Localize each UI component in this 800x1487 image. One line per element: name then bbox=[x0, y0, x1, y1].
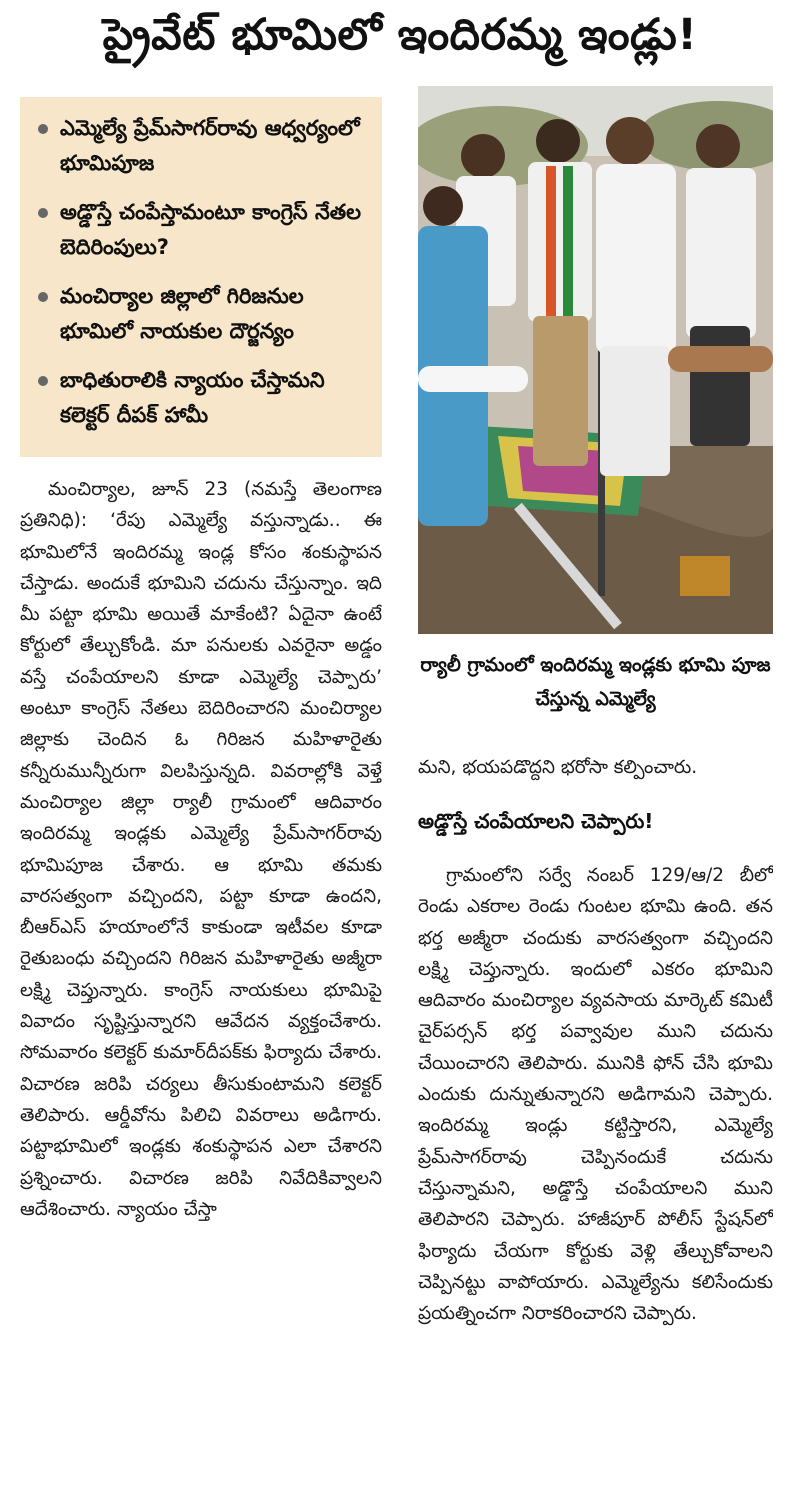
highlight-text: బాధితురాలికి న్యాయం చేస్తామని కలెక్టర్ దీపక్ హామీ bbox=[60, 368, 325, 427]
highlight-text: ఎమ్మెల్యే ప్రేమ్‌సాగర్‌రావు ఆధ్వర్యంలో భూమిపూజ bbox=[60, 116, 360, 175]
highlight-text: అడ్డొస్తే చంపేస్తామంటూ కాంగ్రెస్ నేతల బెదిరింపులు? bbox=[60, 200, 361, 259]
highlight-item bbox=[38, 363, 372, 433]
subheading: అడ్డొస్తే చంపేయాలని చెప్పారు! bbox=[418, 809, 654, 833]
bullet-icon bbox=[38, 376, 48, 386]
body-column-left bbox=[20, 474, 382, 1474]
body-column-right bbox=[418, 860, 773, 1460]
body-paragraph: మని, భయపడొద్దని భరోసా కల్పించారు. bbox=[418, 757, 698, 778]
highlight-item bbox=[38, 195, 372, 265]
photo-caption: ర్యాలీ గ్రామంలో ఇందిరమ్మ ఇండ్లకు భూమి పూజ చేస్తున్న ఎమ్మెల్యే bbox=[420, 654, 771, 710]
bullet-icon bbox=[38, 292, 48, 302]
highlights-box bbox=[20, 97, 382, 457]
headline: ప్రైవేట్ భూమిలో ఇందిరమ్మ ఇండ్లు! bbox=[102, 10, 698, 60]
bullet-icon bbox=[38, 208, 48, 218]
highlight-text: మంచిర్యాల జిల్లాలో గిరిజనుల భూమిలో నాయకుల దౌర్జన్యం bbox=[60, 284, 304, 343]
body-column-right-continuation bbox=[418, 752, 773, 792]
news-photo bbox=[418, 86, 773, 634]
body-paragraph: గ్రామంలోని సర్వే నంబర్ 129/ఆ/2 బీలో రెండు ఎకరాల రెండు గుంటల భూమి ఉంది. తన భర్త అజ్మీరా చందుకు వారసత్వంగా వచ్చిందని లక్ష్మి చెప్తున్నారు. ఇందులో ఎకరం భూమిని ఆదివారం మంచిర్యాల వ్యవసాయ మార్కెట్ కమిటీ చైర్‌పర్సన్ భర్త పవ్వావుల ముని చదును చేయించారని తెలిపారు. మునికి ఫోన్ చేసి భూమి ఎందుకు దున్నుతున్నారని అడిగామని చెప్పారు. ఇందిరమ్మ ఇండ్లు కట్టిస్తారని, ఎమ్మెల్యే ప్రేమ్‌సాగర్‌రావు చెప్పినందుకే చదును చేస్తున్నామని, అడ్డొస్తే చంపేయాలని ముని తెలిపారని చెప్పారు. హాజీపూర్ పోలీస్ స్టేషన్‌లో ఫిర్యాదు చేయగా కోర్టుకు వెళ్లి తేల్చుకోవాలని చెప్పినట్టు వాపోయారు. ఎమ్మెల్యేను కలిసేందుకు ప్రయత్నించగా నిరాకరించారని చెప్పారు. bbox=[418, 865, 773, 1325]
body-paragraph: మంచిర్యాల, జూన్ 23 (నమస్తే తెలంగాణ ప్రతినిధి): ‘రేపు ఎమ్మెల్యే వస్తున్నాడు.. ఈ భూమిలోనే ఇందిరమ్మ ఇండ్ల కోసం శంకుస్థాపన చేస్తాడు. అందుకే భూమిని చదును చేస్తున్నాం. ఇది మీ పట్టా భూమి అయితే మాకేంటి? ఏదైనా ఉంటే కోర్టులో తేల్చుకోండి. మా పనులకు ఎవరైనా అడ్డం వస్తే చంపేయాలని కూడా ఎమ్మెల్యే చెప్పారు’ అంటూ కాంగ్రెస్ నేతలు బెదిరించారని మంచిర్యాల జిల్లాకు చెందిన ఓ గిరిజన మహిళారైతు కన్నీరుమున్నీరుగా విలపిస్తున్నది. వివరాల్లోకి వెళ్తే మంచిర్యాల జిల్లా ర్యాలీ గ్రామంలో ఆదివారం ఇందిరమ్మ ఇండ్లకు ఎమ్మెల్యే ప్రేమ్‌సాగర్‌రావు భూమిపూజ చేశారు. ఆ భూమి తమకు వారసత్వంగా వచ్చిందని, పట్టా కూడా ఉందని, బీఆర్‌ఎస్ హయాంలోనే కాకుండా ఇటీవల కూడా రైతుబంధు వచ్చిందని గిరిజన మహిళారైతు అజ్మీరా లక్ష్మి చెప్తున్నారు. కాంగ్రెస్ నాయకులు భూమిపై వివాదం సృష్టిస్తున్నారని ఆవేదన వ్యక్తంచేశారు. సోమవారం కలెక్టర్ కుమార్‌దీపక్‌కు ఫిర్యాదు చేశారు. విచారణ జరిపి చర్యలు తీసుకుంటామని కలెక్టర్ తెలిపారు. ఆర్డీవోను పిలిచి వివరాలు అడిగారు. పట్టాభూమిలో ఇండ్లకు శంకుస్థాపన ఎలా చేశారని ప్రశ్నించారు. విచారణ జరిపి నివేదికివ్వాలని ఆదేశించారు. న్యాయం చేస్తా bbox=[20, 479, 382, 1220]
highlights-list bbox=[38, 111, 372, 433]
highlight-item bbox=[38, 279, 372, 349]
highlight-item bbox=[38, 111, 372, 181]
bullet-icon bbox=[38, 124, 48, 134]
